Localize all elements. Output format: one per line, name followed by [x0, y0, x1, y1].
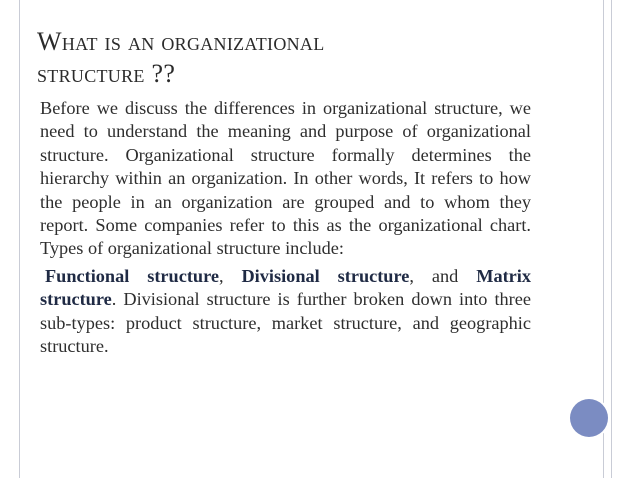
slide-title — [37, 26, 557, 90]
title-line-1: What is an organizational — [37, 27, 325, 56]
body-paragraph-1: Before we discuss the differences in organizational structure, we need to understand the meaning and purpose of organizational structure. Organizational structure formally determines the hierarchy within an organization. In other words, It refers to how the people in an organization are grouped and to whom they report. Some companies refer to this as the organizational chart. Types of organizational structure include: — [40, 98, 531, 259]
right-border-line-outer — [611, 0, 612, 478]
paragraph-2-rest: . Divisional structure is further broken down into three sub-types: product structure, market structure, and geographic structure. — [40, 289, 531, 357]
slide-body — [40, 97, 531, 358]
separator-1: , — [218, 265, 242, 286]
left-border-line — [19, 0, 20, 478]
term-divisional-structure: Divisional structure — [241, 265, 410, 286]
separator-2: , and — [409, 265, 477, 286]
title-line-2: structure ?? — [37, 59, 176, 88]
term-functional-structure: Functional structure — [45, 265, 219, 286]
decorative-circle — [570, 399, 608, 437]
body-paragraph-2 — [40, 265, 531, 359]
term-matrix-structure: Matrix structure — [40, 265, 532, 310]
